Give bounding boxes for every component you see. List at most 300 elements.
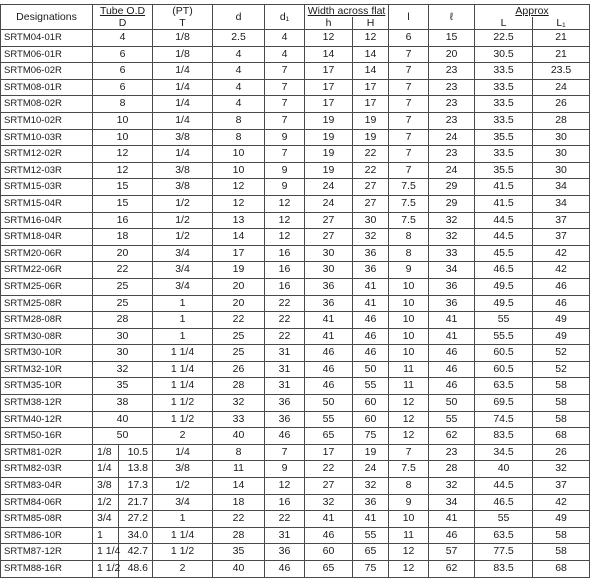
cell-h: 27 [353,195,389,212]
cell-l: 33.5 [475,63,533,80]
designation-cell: SRTM20-06R [1,245,93,262]
cell-l: 12 [389,544,429,561]
cell-l: 6 [389,30,429,47]
cell-l1: 58 [533,411,590,428]
table-row [1,212,590,229]
cell-l1: 34 [533,195,590,212]
designation-cell: SRTM16-04R [1,212,93,229]
cell-d1: 31 [265,361,305,378]
cell-od-b: 10.5 [119,444,153,461]
cell-pt: 1 1/4 [153,378,213,395]
cell-h: 36 [305,295,353,312]
cell-l: 10 [389,511,429,528]
cell-h: 65 [305,428,353,445]
cell-ell: 24 [429,162,475,179]
cell-l: 55 [475,511,533,528]
cell-ell: 32 [429,229,475,246]
cell-d1: 16 [265,278,305,295]
cell-h: 65 [305,561,353,578]
cell-od-b: 4 [93,30,153,47]
cell-h: 46 [353,345,389,362]
cell-ell: 36 [429,278,475,295]
cell-od-b: 32 [93,361,153,378]
cell-pt: 1/2 [153,195,213,212]
cell-l: 49.5 [475,295,533,312]
cell-pt: 3/4 [153,494,213,511]
cell-l: 8 [389,245,429,262]
table-row [1,146,590,163]
cell-l1: 21 [533,30,590,47]
cell-l1: 42 [533,262,590,279]
cell-ell: 23 [429,63,475,80]
cell-ell: 46 [429,361,475,378]
table-row [1,561,590,578]
cell-l: 7 [389,162,429,179]
cell-l1: 30 [533,129,590,146]
cell-ell: 55 [429,411,475,428]
designation-cell: SRTM08-02R [1,96,93,113]
cell-h: 60 [305,544,353,561]
cell-l: 83.5 [475,561,533,578]
cell-l: 9 [389,262,429,279]
cell-d: 2.5 [213,30,265,47]
cell-h: 27 [353,179,389,196]
cell-od-a: 3/8 [93,478,119,495]
cell-l: 7 [389,96,429,113]
cell-l: 55.5 [475,328,533,345]
cell-l: 60.5 [475,361,533,378]
cell-l1: 52 [533,361,590,378]
cell-l: 55 [475,312,533,329]
cell-od-a: 1 [93,527,119,544]
header-h-large: H [353,17,389,30]
cell-h: 27 [305,478,353,495]
cell-h: 24 [353,461,389,478]
designation-cell: SRTM12-03R [1,162,93,179]
table-row [1,345,590,362]
cell-l: 7 [389,79,429,96]
header-approx-l: L [475,17,533,30]
cell-h: 41 [353,511,389,528]
cell-od-b: 15 [93,179,153,196]
cell-d1: 16 [265,245,305,262]
cell-l1: 58 [533,527,590,544]
cell-ell: 41 [429,511,475,528]
designation-cell: SRTM82-03R [1,461,93,478]
cell-h: 14 [305,46,353,63]
cell-l: 10 [389,295,429,312]
cell-od-b: 6 [93,79,153,96]
designation-cell: SRTM10-02R [1,112,93,129]
cell-l: 12 [389,561,429,578]
cell-d1: 22 [265,312,305,329]
cell-h: 14 [353,63,389,80]
cell-d1: 31 [265,345,305,362]
cell-ell: 34 [429,262,475,279]
cell-d1: 22 [265,511,305,528]
designation-cell: SRTM15-03R [1,179,93,196]
table-row [1,129,590,146]
cell-d: 4 [213,96,265,113]
cell-h: 27 [305,212,353,229]
cell-pt: 2 [153,428,213,445]
cell-pt: 1 1/4 [153,345,213,362]
table-row [1,378,590,395]
cell-d: 18 [213,494,265,511]
cell-l: 45.5 [475,245,533,262]
table-row [1,278,590,295]
designation-cell: SRTM08-01R [1,79,93,96]
cell-d: 35 [213,544,265,561]
header-pt: (PT) [153,5,213,18]
cell-l: 9 [389,494,429,511]
cell-od-b: 16 [93,212,153,229]
cell-h: 41 [305,328,353,345]
table-row [1,411,590,428]
cell-l1: 26 [533,444,590,461]
cell-l1: 68 [533,428,590,445]
cell-l: 63.5 [475,527,533,544]
cell-d: 11 [213,461,265,478]
cell-od-b: 6 [93,46,153,63]
designation-cell: SRTM10-03R [1,129,93,146]
cell-h: 41 [305,312,353,329]
cell-ell: 23 [429,96,475,113]
designation-cell: SRTM06-02R [1,63,93,80]
cell-d: 13 [213,212,265,229]
cell-d: 19 [213,262,265,279]
cell-d1: 46 [265,428,305,445]
cell-ell: 36 [429,295,475,312]
table-row [1,79,590,96]
cell-h: 19 [305,112,353,129]
table-row [1,30,590,47]
cell-h: 36 [353,262,389,279]
cell-od-b: 8 [93,96,153,113]
cell-d: 10 [213,146,265,163]
cell-l: 7.5 [389,461,429,478]
cell-h: 75 [353,561,389,578]
cell-l: 7.5 [389,195,429,212]
cell-d: 25 [213,328,265,345]
cell-l1: 23.5 [533,63,590,80]
cell-l: 69.5 [475,395,533,412]
cell-od-b: 15 [93,195,153,212]
cell-l: 7.5 [389,179,429,196]
cell-od-b: 20 [93,245,153,262]
cell-ell: 62 [429,561,475,578]
cell-d1: 9 [265,461,305,478]
cell-d: 4 [213,46,265,63]
designation-cell: SRTM15-04R [1,195,93,212]
table-row [1,444,590,461]
cell-od-b: 40 [93,411,153,428]
cell-h: 55 [353,527,389,544]
cell-l: 11 [389,361,429,378]
cell-d1: 22 [265,295,305,312]
cell-l: 44.5 [475,478,533,495]
cell-l1: 34 [533,179,590,196]
cell-ell: 50 [429,395,475,412]
table-row [1,63,590,80]
cell-h: 19 [305,146,353,163]
cell-od-a: 1/2 [93,494,119,511]
cell-od-b: 25 [93,295,153,312]
cell-ell: 32 [429,478,475,495]
cell-od-b: 13.8 [119,461,153,478]
spec-table-body [1,30,590,578]
cell-l1: 37 [533,212,590,229]
cell-d: 4 [213,79,265,96]
cell-od-a: 1 1/4 [93,544,119,561]
cell-od-b: 35 [93,378,153,395]
cell-l1: 49 [533,312,590,329]
cell-ell: 46 [429,378,475,395]
header-row-top [1,5,590,18]
table-row [1,245,590,262]
cell-h: 46 [305,527,353,544]
header-width-across-flat: Width across flat [305,5,389,18]
cell-h: 36 [353,245,389,262]
cell-h: 55 [305,411,353,428]
cell-l1: 32 [533,461,590,478]
cell-l1: 49 [533,511,590,528]
designation-cell: SRTM28-08R [1,312,93,329]
cell-h: 24 [305,195,353,212]
cell-d: 20 [213,295,265,312]
designation-cell: SRTM22-06R [1,262,93,279]
table-row [1,478,590,495]
header-pt-t: T [153,17,213,30]
designation-cell: SRTM81-02R [1,444,93,461]
table-row [1,511,590,528]
cell-d: 12 [213,195,265,212]
designation-cell: SRTM25-06R [1,278,93,295]
table-row [1,461,590,478]
cell-h: 36 [353,494,389,511]
cell-od-b: 21.7 [119,494,153,511]
cell-h: 50 [353,361,389,378]
cell-od-b: 38 [93,395,153,412]
cell-l1: 30 [533,146,590,163]
table-row [1,312,590,329]
header-tube-od: Tube O.D [93,5,153,18]
cell-h: 30 [353,212,389,229]
cell-ell: 46 [429,527,475,544]
cell-h: 22 [305,461,353,478]
cell-od-b: 12 [93,146,153,163]
cell-l: 33.5 [475,79,533,96]
cell-d1: 9 [265,179,305,196]
cell-od-a: 1/8 [93,444,119,461]
cell-l: 83.5 [475,428,533,445]
cell-ell: 57 [429,544,475,561]
cell-ell: 28 [429,461,475,478]
table-row [1,112,590,129]
cell-l1: 26 [533,96,590,113]
cell-l1: 24 [533,79,590,96]
cell-pt: 1 [153,295,213,312]
cell-h: 46 [305,378,353,395]
cell-d1: 4 [265,46,305,63]
cell-l: 22.5 [475,30,533,47]
cell-d: 4 [213,63,265,80]
cell-h: 12 [353,30,389,47]
cell-pt: 3/8 [153,179,213,196]
designation-cell: SRTM32-10R [1,361,93,378]
cell-h: 75 [353,428,389,445]
cell-l1: 49 [533,328,590,345]
cell-l1: 68 [533,561,590,578]
cell-od-a: 1/4 [93,461,119,478]
cell-d1: 7 [265,79,305,96]
cell-l1: 58 [533,395,590,412]
table-row [1,195,590,212]
cell-h: 30 [305,245,353,262]
cell-h: 22 [353,162,389,179]
cell-pt: 1/2 [153,478,213,495]
cell-l: 34.5 [475,444,533,461]
cell-ell: 34 [429,494,475,511]
cell-l1: 52 [533,345,590,362]
table-row [1,179,590,196]
cell-od-b: 6 [93,63,153,80]
cell-pt: 3/4 [153,262,213,279]
cell-d: 17 [213,245,265,262]
cell-pt: 1 1/2 [153,544,213,561]
designation-cell: SRTM84-06R [1,494,93,511]
header-d1: d₁ [265,5,305,30]
cell-l1: 37 [533,229,590,246]
cell-pt: 1/4 [153,96,213,113]
cell-od-a: 3/4 [93,511,119,528]
cell-l: 46.5 [475,494,533,511]
cell-l1: 30 [533,162,590,179]
cell-l: 11 [389,527,429,544]
cell-ell: 23 [429,444,475,461]
cell-pt: 1 1/4 [153,527,213,544]
cell-l: 7 [389,46,429,63]
cell-h: 17 [305,444,353,461]
designation-cell: SRTM35-10R [1,378,93,395]
cell-l: 12 [389,411,429,428]
cell-d: 10 [213,162,265,179]
designation-cell: SRTM06-01R [1,46,93,63]
table-row [1,544,590,561]
cell-l: 60.5 [475,345,533,362]
cell-l: 12 [389,428,429,445]
cell-od-a: 1 1/2 [93,561,119,578]
cell-d: 25 [213,345,265,362]
spec-table [0,4,590,578]
cell-l: 77.5 [475,544,533,561]
cell-l: 63.5 [475,378,533,395]
cell-d1: 36 [265,395,305,412]
header-tube-od-d: D [93,17,153,30]
cell-l: 10 [389,278,429,295]
designation-cell: SRTM12-02R [1,146,93,163]
cell-d1: 12 [265,195,305,212]
cell-od-b: 30 [93,328,153,345]
cell-pt: 2 [153,561,213,578]
cell-od-b: 27.2 [119,511,153,528]
cell-ell: 23 [429,112,475,129]
table-row [1,494,590,511]
cell-l: 30.5 [475,46,533,63]
cell-pt: 1/8 [153,46,213,63]
cell-od-b: 30 [93,345,153,362]
cell-d1: 31 [265,378,305,395]
designation-cell: SRTM87-12R [1,544,93,561]
cell-h: 19 [353,129,389,146]
cell-d: 26 [213,361,265,378]
cell-h: 30 [305,262,353,279]
cell-d1: 7 [265,444,305,461]
cell-ell: 15 [429,30,475,47]
cell-h: 46 [305,361,353,378]
cell-l: 11 [389,378,429,395]
cell-pt: 1 1/2 [153,395,213,412]
cell-d: 28 [213,527,265,544]
designation-cell: SRTM25-08R [1,295,93,312]
cell-pt: 1 1/2 [153,411,213,428]
cell-d1: 7 [265,96,305,113]
cell-h: 17 [353,79,389,96]
table-row [1,361,590,378]
cell-h: 19 [353,444,389,461]
cell-od-b: 42.7 [119,544,153,561]
table-row [1,328,590,345]
cell-l1: 37 [533,478,590,495]
header-h-small: h [305,17,353,30]
cell-h: 17 [305,79,353,96]
cell-d: 32 [213,395,265,412]
designation-cell: SRTM40-12R [1,411,93,428]
header-approx: Approx [475,5,590,18]
cell-l: 44.5 [475,229,533,246]
cell-pt: 1 [153,511,213,528]
cell-d: 8 [213,129,265,146]
cell-pt: 1/4 [153,112,213,129]
cell-h: 17 [353,96,389,113]
designation-cell: SRTM83-04R [1,478,93,495]
cell-h: 46 [353,312,389,329]
cell-d: 22 [213,312,265,329]
cell-od-b: 50 [93,428,153,445]
cell-l: 7 [389,146,429,163]
header-d: d [213,5,265,30]
cell-l: 7.5 [389,212,429,229]
cell-h: 17 [305,96,353,113]
cell-h: 19 [305,129,353,146]
designation-cell: SRTM88-16R [1,561,93,578]
cell-pt: 1/2 [153,212,213,229]
cell-d1: 9 [265,129,305,146]
cell-h: 36 [305,278,353,295]
cell-ell: 46 [429,345,475,362]
cell-pt: 1 [153,312,213,329]
cell-l: 35.5 [475,162,533,179]
cell-ell: 24 [429,129,475,146]
designation-cell: SRTM38-12R [1,395,93,412]
cell-d1: 16 [265,262,305,279]
table-row [1,229,590,246]
cell-h: 41 [353,295,389,312]
designation-cell: SRTM85-08R [1,511,93,528]
cell-l: 74.5 [475,411,533,428]
cell-l: 7 [389,63,429,80]
cell-d1: 12 [265,229,305,246]
